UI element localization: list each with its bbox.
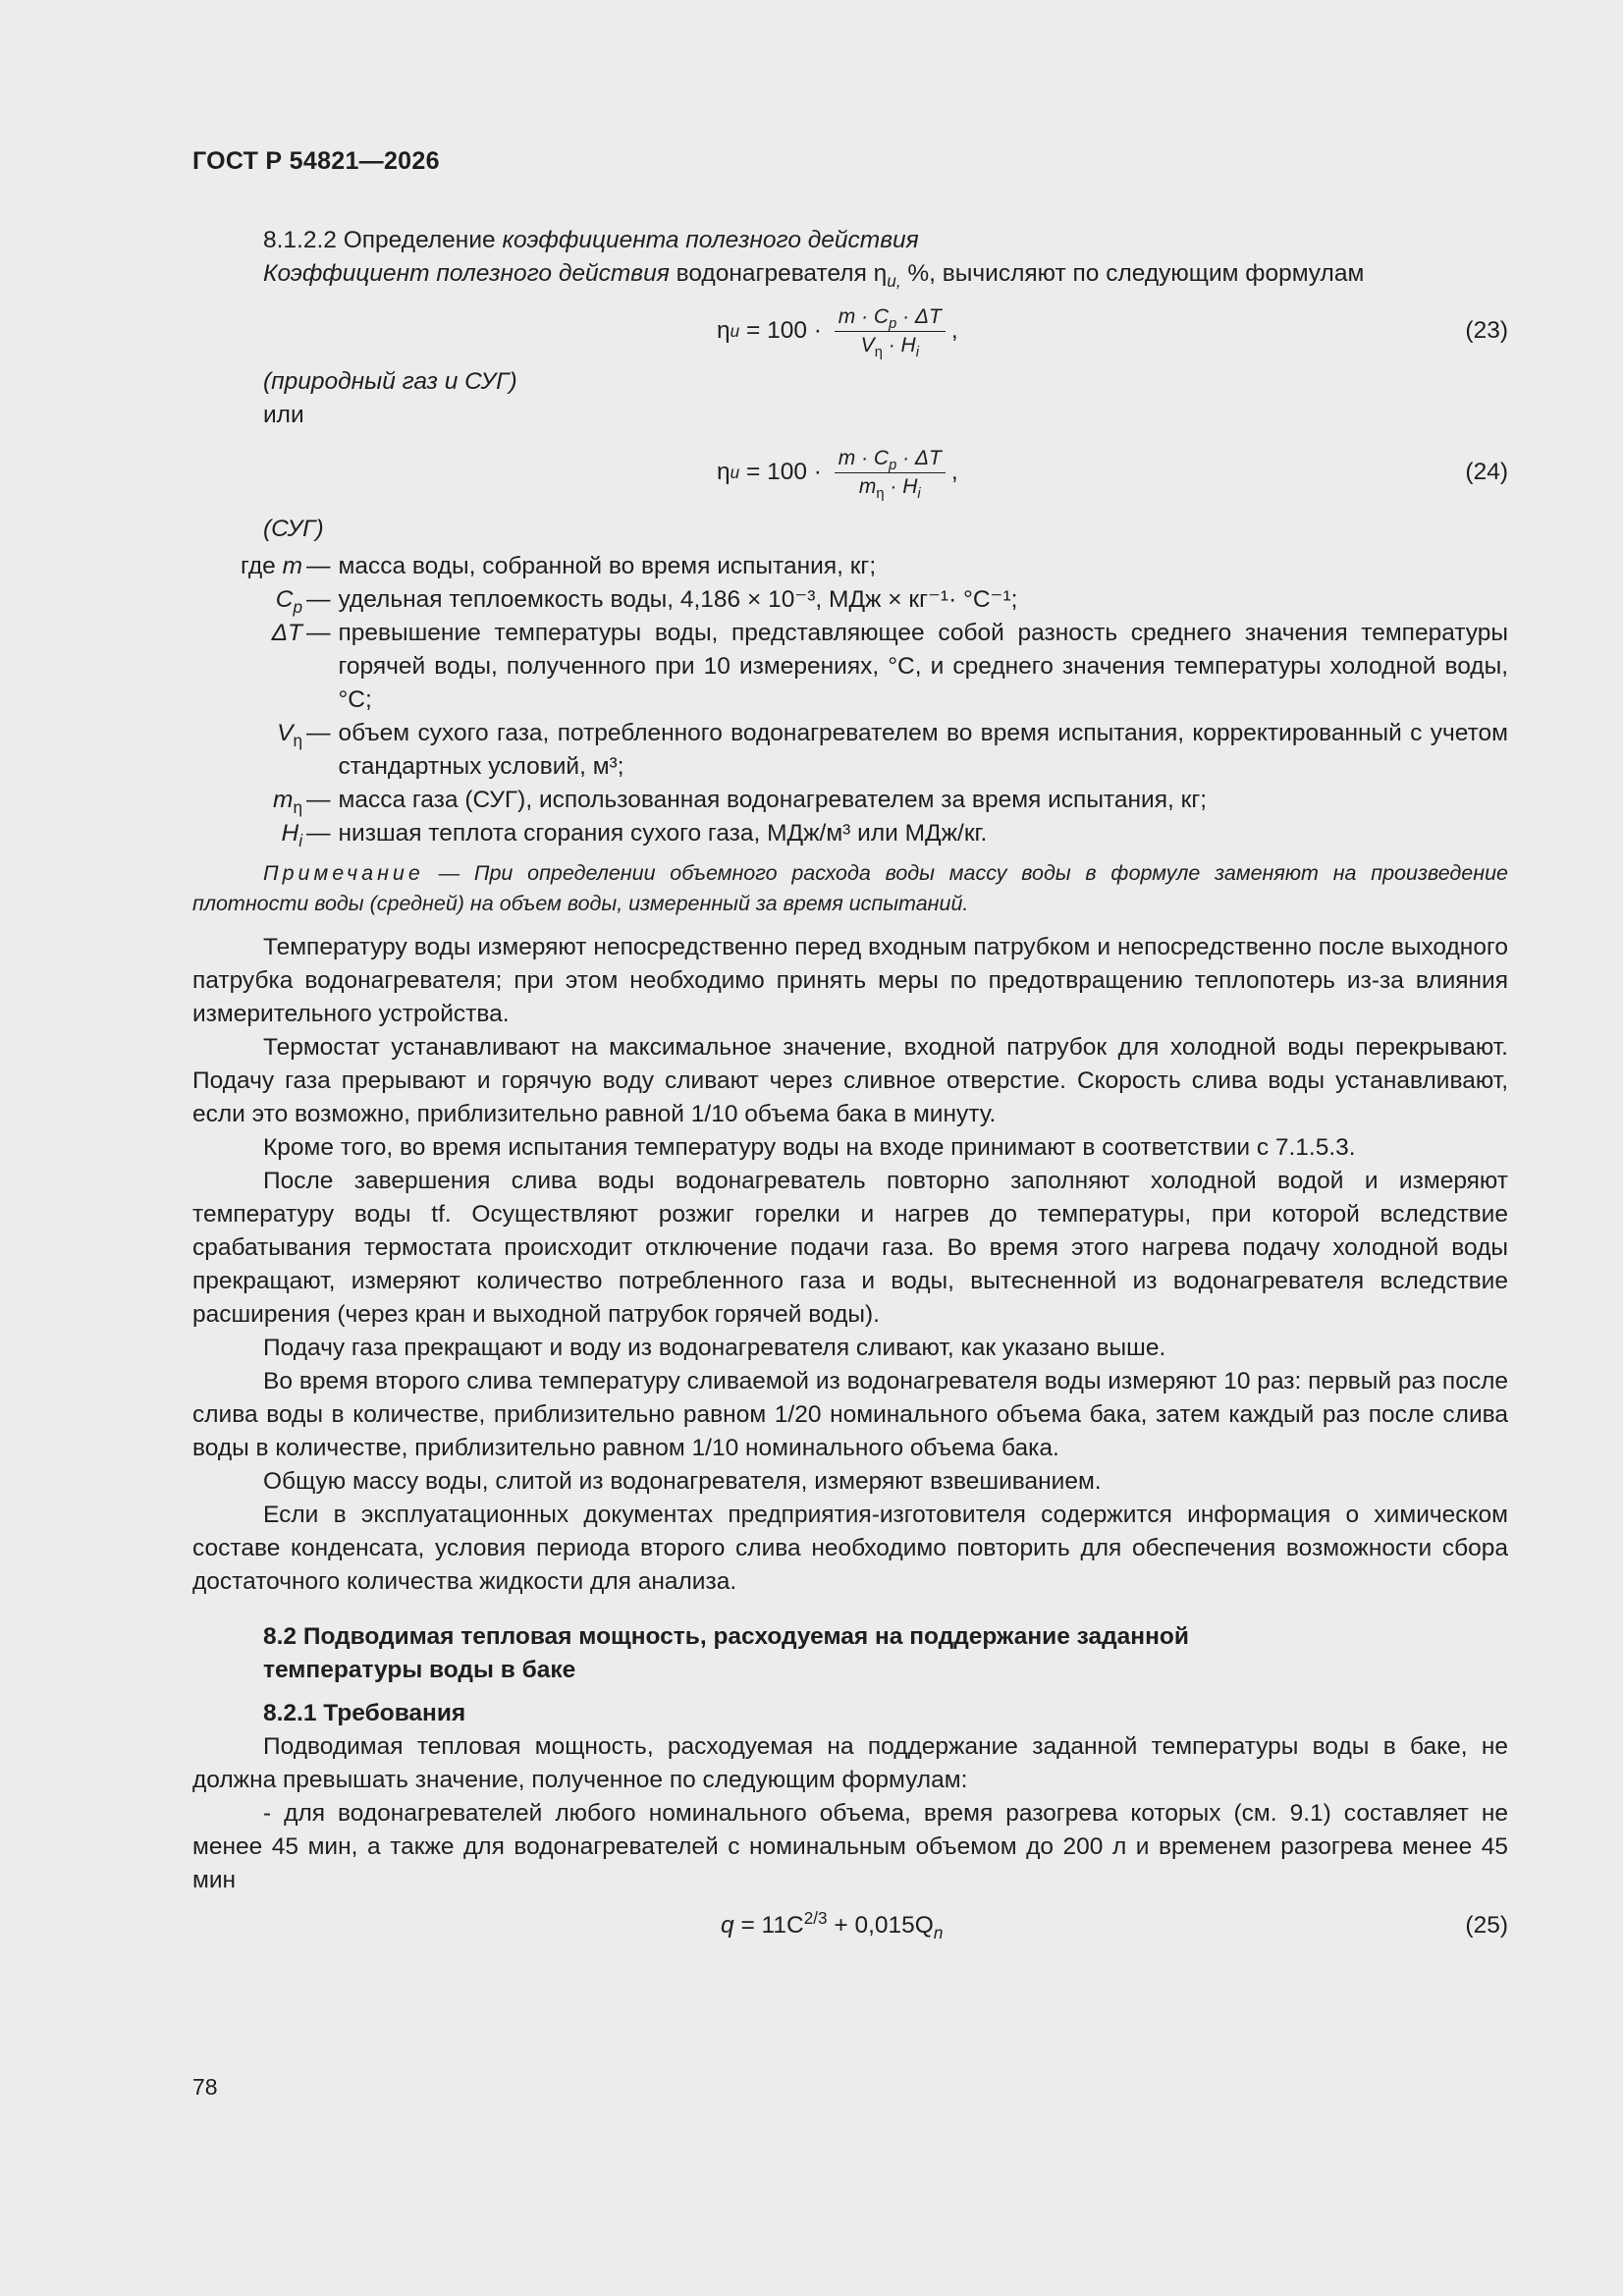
formula-23-denominator bbox=[857, 332, 923, 359]
where-row-dt bbox=[192, 617, 1508, 717]
paragraph: Подачу газа прекращают и воду из водонагревателя сливают, как указано выше. bbox=[263, 1335, 1166, 1361]
where-symbol bbox=[192, 583, 306, 617]
section-82-line2: температуры воды в баке bbox=[263, 1657, 576, 1683]
num-end: · ΔT bbox=[896, 446, 942, 469]
formula-25-eq: = 11C bbox=[733, 1912, 804, 1939]
where-text: превышение температуры воды, представляющее собой разность среднего значения температуры горячей воды, полученного при 10 измерениях, °С, и среднего значения температуры холодной воды, °С; bbox=[338, 620, 1508, 713]
where-dash: — bbox=[306, 720, 331, 746]
symbol: H bbox=[281, 820, 299, 847]
paragraph: Если в эксплуатационных документах предприятия-изготовителя содержится информация о химическом составе конденсата, условия периода второго слива необходимо повторить для обеспечения возможности сбора достаточного количества жидкости для анализа. bbox=[192, 1502, 1508, 1595]
den-sub: η bbox=[876, 485, 885, 502]
standard-code: ГОСТ Р 54821—2026 bbox=[192, 147, 440, 175]
paragraph: После завершения слива воды водонагреватель повторно заполняют холодной водой и измеряют температуру воды tf. Осуществляют розжиг горелки и нагрев до температуры, при которой вследствие срабатывания термостата происходит отключение подачи газа. Во время этого нагрева подачу холодной воды прекращают, измеряют количество потребленного газа и воды, вытесненной из водонагревателя вследствие расширения (через кран и выходной патрубок горячей воды). bbox=[192, 1168, 1508, 1328]
symbol: ΔT bbox=[271, 620, 302, 646]
formula-24-numerator bbox=[835, 445, 946, 473]
where-row-cp bbox=[192, 583, 1508, 617]
den-text: m bbox=[858, 474, 877, 498]
where-text: удельная теплоемкость воды, 4,186 × 10⁻³, МДж × кг⁻¹· °С⁻¹; bbox=[338, 586, 1018, 613]
note-label: Примечание bbox=[263, 861, 424, 885]
section-821-heading: 8.2.1 Требования bbox=[263, 1700, 466, 1726]
formula-24-eq: = 100 · bbox=[739, 459, 829, 485]
formula-24-expression: η u = 100 · $\frac{m \cdot C_p \cdot \Delta T}{m_\eta \cdot H_i}$ , bbox=[717, 446, 958, 502]
formula-23-tail: , bbox=[950, 317, 958, 344]
where-symbol bbox=[192, 550, 306, 583]
formula-25 bbox=[192, 1903, 1508, 1948]
formula-23-note: (природный газ и СУГ) bbox=[263, 368, 517, 395]
formula-25-sub: n bbox=[933, 1922, 944, 1942]
formula-24-fraction bbox=[835, 445, 946, 501]
where-dash: — bbox=[306, 553, 331, 579]
where-text: объем сухого газа, потребленного водонагревателем во время испытания, корректированный с учетом стандартных условий, м³; bbox=[338, 720, 1508, 780]
den-sub: η bbox=[874, 344, 883, 360]
formula-24 bbox=[192, 434, 1508, 511]
formula-24-denominator bbox=[855, 473, 925, 501]
where-list bbox=[192, 550, 1508, 850]
num-text: m · C bbox=[838, 304, 890, 328]
formula-23-fraction bbox=[835, 303, 946, 359]
or-text: или bbox=[263, 402, 304, 428]
clause-8122-intro bbox=[192, 257, 1508, 291]
where-symbol bbox=[192, 717, 306, 784]
symbol-sub: p bbox=[293, 596, 302, 617]
where-text: масса воды, собранной во время испытания, кг; bbox=[338, 553, 877, 579]
formula-23-lhs: η bbox=[717, 317, 730, 344]
den-sub2: i bbox=[917, 485, 921, 502]
section-82-heading bbox=[192, 1620, 1508, 1687]
num-end: · ΔT bbox=[896, 304, 942, 328]
section-82-line1: 8.2 Подводимая тепловая мощность, расходуемая на поддержание заданной bbox=[263, 1623, 1189, 1650]
num-sub: p bbox=[889, 457, 897, 473]
symbol-sub: η bbox=[293, 796, 302, 817]
where-dash: — bbox=[306, 620, 331, 646]
where-symbol bbox=[192, 617, 306, 717]
where-dash: — bbox=[306, 586, 331, 613]
formula-24-number: (24) bbox=[1465, 459, 1508, 485]
den-sub2: i bbox=[915, 344, 919, 360]
section-821-list-item: - для водонагревателей любого номинального объема, время разогрева которых (см. 9.1) составляет не менее 45 мин, а также для водонагревателей с номинальным объемом до 200 л и временем разогрева менее 45 мин bbox=[192, 1800, 1508, 1893]
formula-25-sup: 2/3 bbox=[803, 1907, 828, 1928]
paragraph: Во время второго слива температуру сливаемой из водонагревателя воды измеряют 10 раз: первый раз после слива воды в количестве, приблизительно равном 1/20 номинального объема бака, затем каждый раз после слива воды в количестве, приблизительно равном 1/10 номинального объема бака. bbox=[192, 1368, 1508, 1461]
page-number: 78 bbox=[192, 2074, 218, 2100]
symbol-sub: i bbox=[298, 830, 302, 850]
formula-23-number: (23) bbox=[1465, 317, 1508, 344]
formula-25-lhs: q bbox=[721, 1912, 734, 1939]
where-row-m bbox=[192, 550, 1508, 583]
where-dash: — bbox=[306, 787, 331, 813]
where-symbol bbox=[192, 784, 306, 817]
symbol: m bbox=[273, 787, 294, 813]
clause-8122-heading bbox=[192, 224, 1508, 257]
section-821-paragraph: Подводимая тепловая мощность, расходуемая на поддержание заданной температуры воды в баке, не должна превышать значение, полученное по следующим формулам: bbox=[192, 1733, 1508, 1793]
formula-24-lhs: η bbox=[717, 459, 730, 485]
paragraph: Термостат устанавливают на максимальное значение, входной патрубок для холодной воды перекрывают. Подачу газа прерывают и горячую воду сливают через сливное отверстие. Скорость слива воды устанавливают, если это возможно, приблизительно равной 1/10 объема бака в минуту. bbox=[192, 1034, 1508, 1127]
num-text: m · C bbox=[838, 446, 890, 469]
clause-heading-prefix: 8.1.2.2 Определение bbox=[263, 227, 503, 253]
den-end: · H bbox=[884, 474, 918, 498]
note-text: — При определении объемного расхода воды массу воды в формуле заменяют на произведение плотности воды (средней) на объем воды, измеренный за время испытаний. bbox=[192, 861, 1508, 915]
where-text: масса газа (СУГ), использованная водонагревателем за время испытания, кг; bbox=[338, 787, 1208, 813]
den-text: V bbox=[860, 333, 875, 356]
symbol-sub: η bbox=[293, 730, 302, 750]
intro-italic: Коэффициент полезного действия bbox=[263, 260, 670, 287]
paragraph: Общую массу воды, слитой из водонагревателя, измеряют взвешиванием. bbox=[263, 1468, 1102, 1495]
formula-23 bbox=[192, 293, 1508, 369]
paragraph: Кроме того, во время испытания температуру воды на входе принимают в соответствии с 7.1.5.3. bbox=[263, 1134, 1356, 1161]
paragraph: Температуру воды измеряют непосредственно перед входным патрубком и непосредственно после выходного патрубка водонагревателя; при этом необходимо принять меры по предотвращению теплопотерь из-за влияния измерительного устройства. bbox=[192, 934, 1508, 1027]
where-text: низшая теплота сгорания сухого газа, МДж/м³ или МДж/кг. bbox=[338, 820, 988, 847]
where-dash: — bbox=[306, 820, 331, 847]
page-content bbox=[192, 224, 1508, 1948]
formula-23-numerator bbox=[835, 303, 946, 332]
where-row-v bbox=[192, 717, 1508, 784]
where-row-hi bbox=[192, 817, 1508, 850]
num-sub: p bbox=[889, 315, 897, 332]
intro-sub: u, bbox=[887, 270, 901, 291]
where-row-meta bbox=[192, 784, 1508, 817]
den-end: · H bbox=[882, 333, 916, 356]
formula-24-tail: , bbox=[950, 459, 958, 485]
intro-rest: водонагревателя η bbox=[669, 260, 888, 287]
formula-25-rest: + 0,015Q bbox=[827, 1912, 934, 1939]
symbol: m bbox=[282, 553, 302, 579]
formula-23-expression: η u = 100 · $\frac{m \cdot C_p \cdot \Delta T}{V_\eta \cdot H_i}$ , bbox=[717, 304, 958, 360]
formula-23-eq: = 100 · bbox=[739, 317, 829, 344]
symbol: V bbox=[277, 720, 294, 746]
intro-end: %, вычисляют по следующим формулам bbox=[900, 260, 1365, 287]
clause-heading-italic: коэффициента полезного действия bbox=[502, 227, 919, 253]
symbol: C bbox=[275, 586, 294, 613]
note bbox=[192, 858, 1508, 919]
formula-25-expression bbox=[721, 1909, 943, 1942]
formula-25-number: (25) bbox=[1465, 1912, 1508, 1939]
where-symbol bbox=[192, 817, 306, 850]
formula-24-note: (СУГ) bbox=[263, 516, 324, 542]
where-prefix: где bbox=[241, 553, 283, 579]
